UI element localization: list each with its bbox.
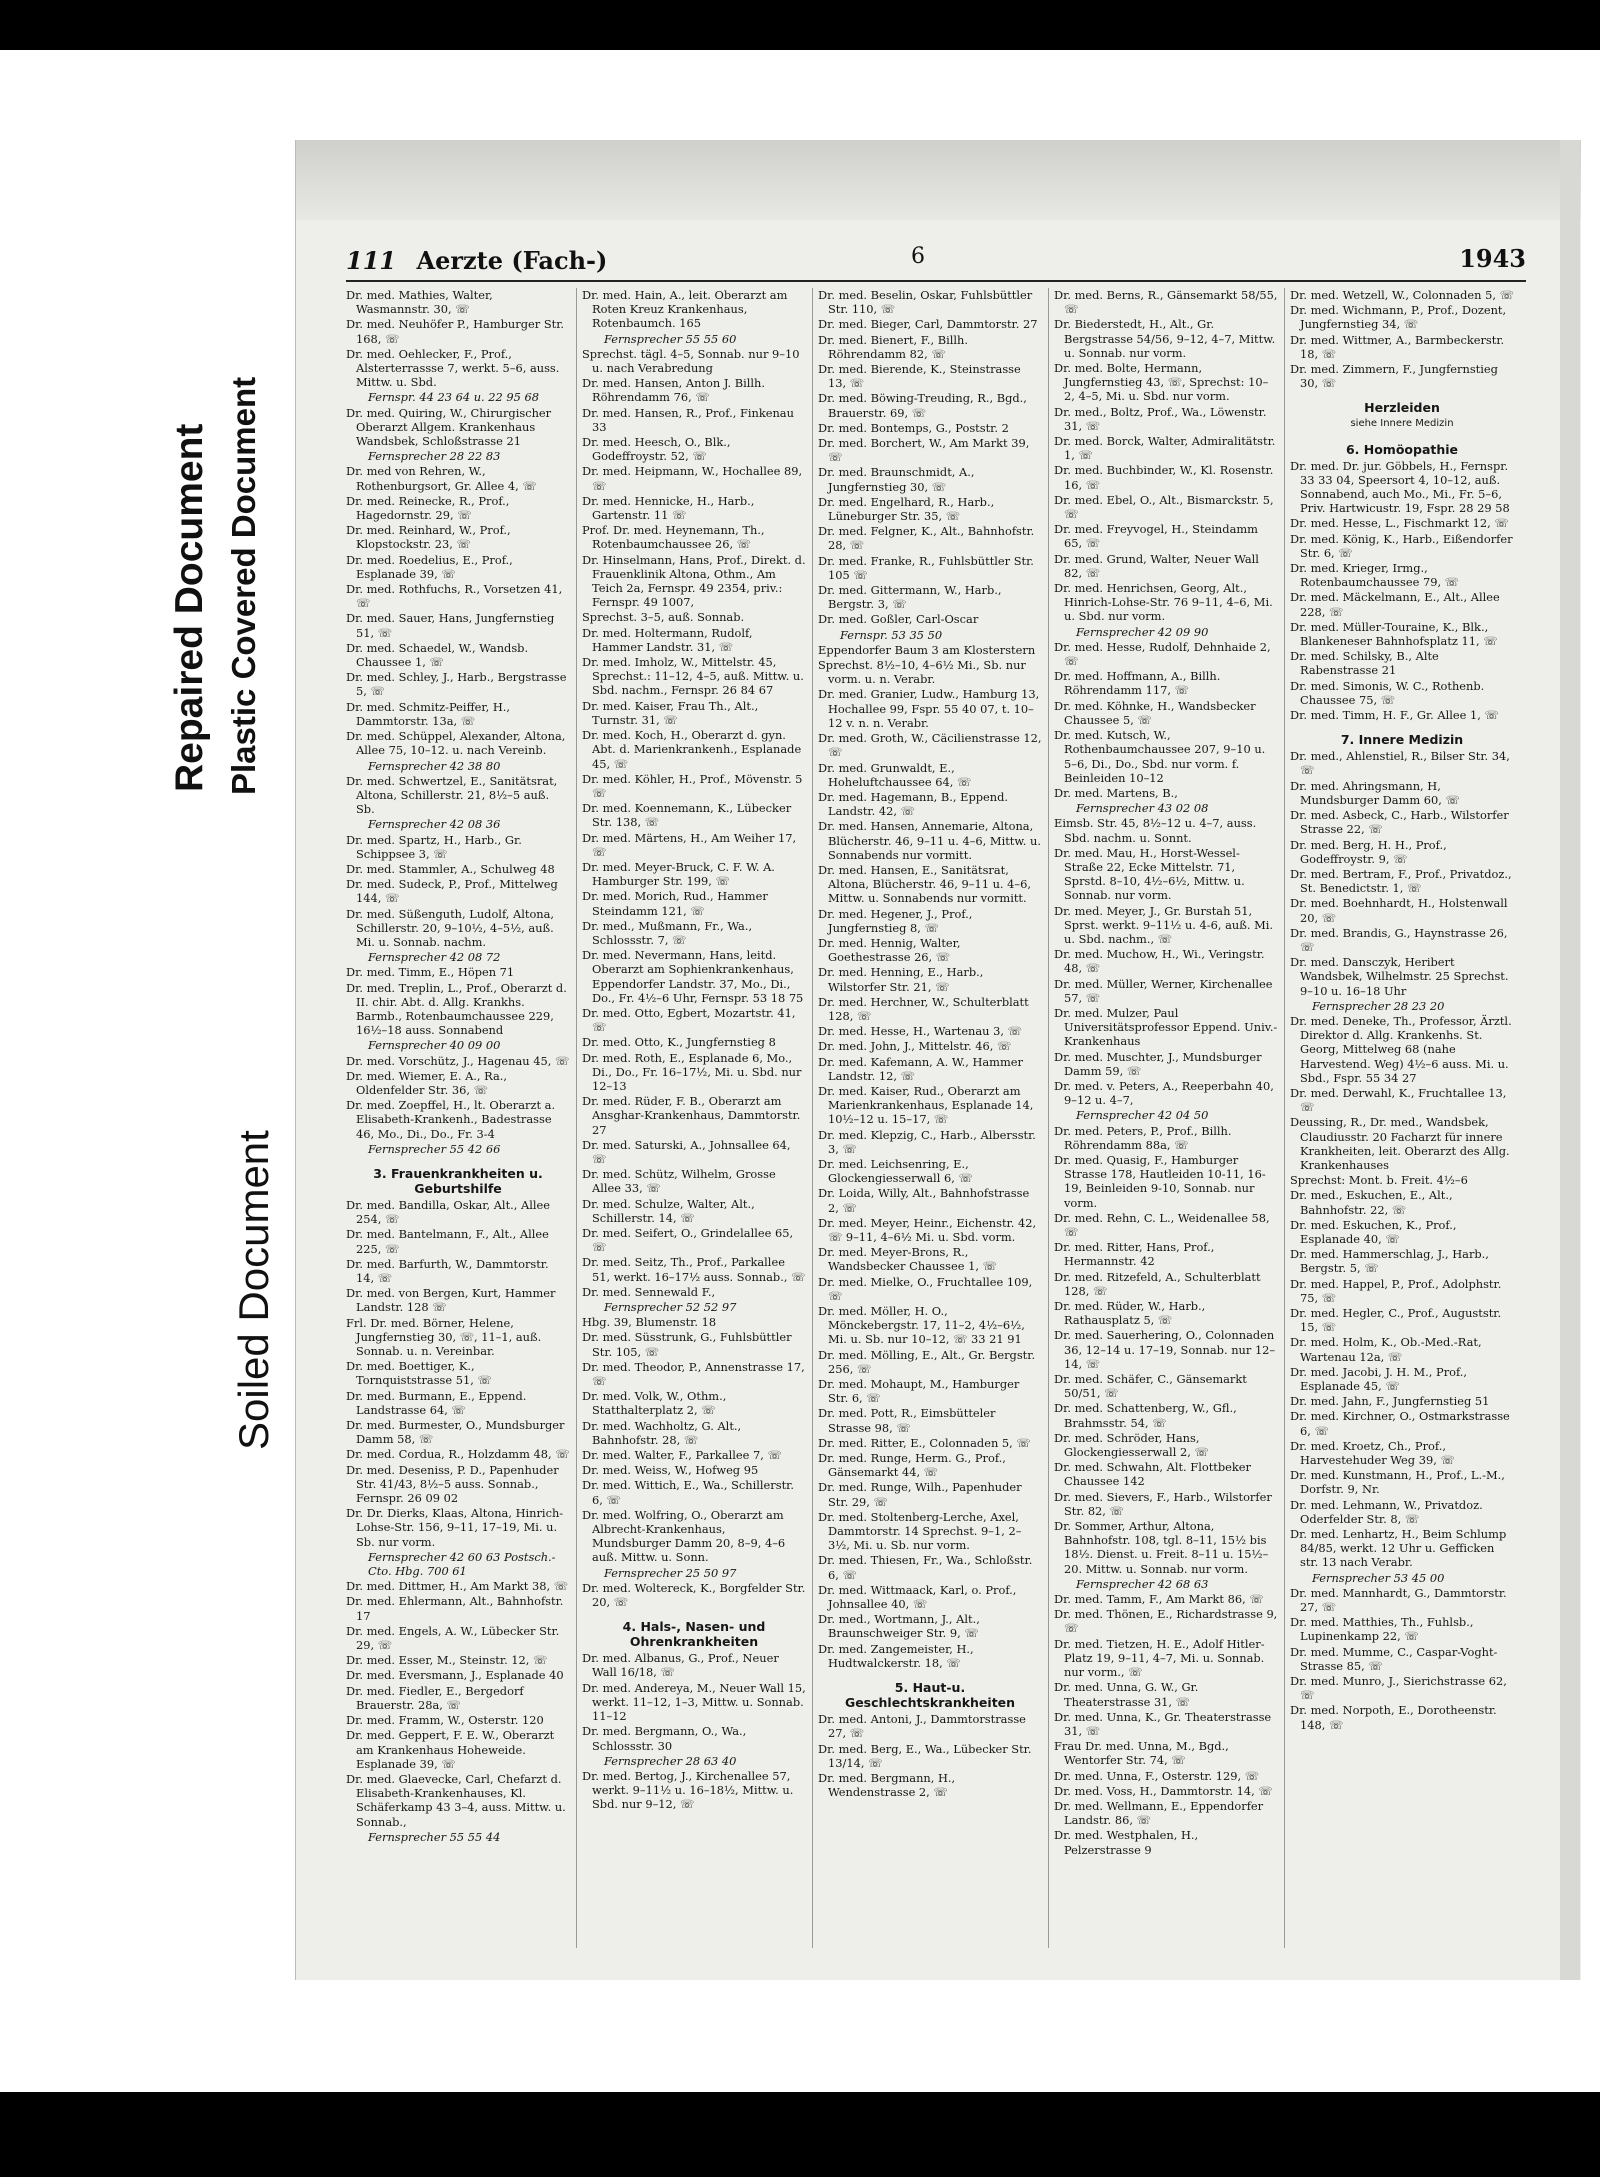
directory-entry: Dr. med. Groth, W., Cäcilienstrasse 12, ☏: [818, 731, 1042, 760]
directory-entry: Dr. med. Wetzell, W., Colonnaden 5, ☏: [1290, 288, 1514, 302]
directory-entry: Dr. med. Theodor, P., Annenstrasse 17, ☏: [582, 1359, 805, 1389]
directory-entry: Dr. med. Barfurth, W., Dammtorstr. 14, ☏: [346, 1256, 549, 1285]
directory-entry: Dr. med. Saturski, A., Johnsallee 64, ☏: [582, 1137, 791, 1166]
directory-entry: Dr. med. König, K., Harb., Eißendorfer Str. 6, ☏: [1290, 531, 1513, 560]
directory-entry: Dr. med. Ahringsmann, H, Mundsburger Damm 60, ☏: [1290, 778, 1460, 807]
section-heading: 3. Frauenkrankheiten u. Geburtshilfe: [373, 1165, 543, 1196]
section-note: siehe Innere Medizin: [1350, 418, 1454, 430]
directory-entry: Dr. med. Mannhardt, G., Dammtorstr. 27, ☏: [1290, 1585, 1507, 1615]
directory-entry: Dr. Dr. Dierks, Klaas, Altona, Hinrich-Lohse-Str. 156, 9–11, 17–19, Mi. u. Sb. nur vorm.: [346, 1506, 564, 1549]
directory-entry: Dr. med. Schattenberg, W., Gfl., Brahmsstr. 54, ☏: [1054, 1401, 1237, 1430]
directory-entry: Dr. med. Unna, G. W., Gr. Theaterstrasse 31, ☏: [1054, 1680, 1199, 1709]
phone-line: Fernsprecher 43 02 08: [1076, 801, 1209, 816]
header-left: [346, 246, 607, 275]
directory-entry: Dr. med. Grunwaldt, E., Hoheluftchaussee 64, ☏: [818, 760, 972, 789]
directory-entry: Sprechst: Mont. b. Freit. 4½–6: [1290, 1173, 1468, 1188]
directory-entry: Dr. med. Meyer-Brons, R., Wandsbecker Chaussee 1, ☏: [818, 1245, 997, 1274]
directory-entry: Dr. med. Rüder, F. B., Oberarzt am Ansghar-Krankenhaus, Dammtorstr. 27: [582, 1094, 801, 1137]
phone-line: Fernsprecher 55 55 60: [604, 331, 737, 346]
directory-columns: [346, 288, 1526, 1948]
directory-entry: Dr. med. Lenhartz, H., Beim Schlump 84/85, werkt. 12 Uhr u. Gefficken str. 13 nach Verabr.: [1290, 1527, 1507, 1570]
directory-entry: Dr. med. Andereya, M., Neuer Wall 15, werkt. 11–12, 1–3, Mittw. u. Sonnab. 11–12: [582, 1680, 806, 1724]
directory-entry: Dr. med. Berns, R., Gänsemarkt 58/55, ☏: [1054, 288, 1278, 317]
directory-entry: Dr. med. Geppert, F. E. W., Oberarzt am Krankenhaus Hoheweide. Esplanade 39, ☏: [346, 1728, 555, 1771]
directory-entry: Dr. med. Roedelius, E., Prof., Esplanade 39, ☏: [346, 552, 513, 581]
directory-entry: Dr. med. Ehlermann, Alt., Bahnhofstr. 17: [346, 1594, 564, 1623]
directory-entry: Dr. med. Esser, M., Steinstr. 12, ☏: [346, 1653, 548, 1668]
directory-entry: Dr. med. Imholz, W., Mittelstr. 45, Sprechst.: 11–12, 4–5, auß. Mittw. u. Sbd. nachm., Fernspr. 26 84 67: [582, 655, 804, 698]
directory-entry: Dr. med. Framm, W., Osterstr. 120: [346, 1713, 544, 1728]
directory-entry: Dr. med. Cordua, R., Holzdamm 48, ☏: [346, 1447, 570, 1462]
phone-line: Fernsprecher 28 23 20: [1312, 998, 1445, 1013]
directory-entry: Dr. med. Köhnke, H., Wandsbecker Chaussee 5, ☏: [1054, 698, 1256, 727]
directory-entry: Dr. med. Süßenguth, Ludolf, Altona, Schillerstr. 20, 9–10½, 4–5½, auß. Mi. u. Sonnab. nachm.: [346, 906, 555, 949]
plastic-covered-label: Plastic Covered Document: [225, 376, 262, 795]
directory-entry: Dr. med. Bergmann, H., Wendenstrasse 2, ☏: [818, 1770, 956, 1800]
directory-entry: Dr. med. Müller-Touraine, K., Blk., Blankeneser Bahnhofsplatz 11, ☏: [1290, 619, 1498, 649]
directory-entry: Dr. med. Weiss, W., Hofweg 95: [582, 1463, 759, 1478]
directory-entry: Dr. med. Stammler, A., Schulweg 48: [346, 861, 555, 876]
directory-entry: Dr. med. Peters, P., Prof., Billh. Röhrendamm 88a, ☏: [1054, 1123, 1232, 1152]
header-year: 1943: [1459, 244, 1526, 273]
directory-entry: Dr. med. Hansen, Annemarie, Altona, Blücherstr. 46, 9–11 u. 4–6, Mittw. u. Sonnabends nur vormitt.: [818, 819, 1041, 862]
directory-entry: Dr. med. Sudeck, P., Prof., Mittelweg 144, ☏: [346, 877, 558, 906]
directory-entry: Dr. med. Bienert, F., Billh. Röhrendamm 82, ☏: [818, 332, 968, 361]
directory-entry: Frau Dr. med. Unna, M., Bgd., Wentorfer Str. 74, ☏: [1054, 1739, 1229, 1768]
directory-entry: Dr. med. Müller, Werner, Kirchenallee 57, ☏: [1054, 976, 1273, 1005]
directory-entry: Dr. med. Thönen, E., Richardstrasse 9, ☏: [1054, 1607, 1278, 1636]
directory-entry: Dr. med. Ritter, Hans, Prof., Hermannstr. 42: [1054, 1240, 1215, 1269]
directory-entry: Dr. med. Hansen, Anton J. Billh. Röhrendamm 76, ☏: [582, 376, 765, 405]
directory-entry: Dr. med. Schaedel, W., Wandsb. Chaussee 1, ☏: [346, 640, 529, 670]
directory-entry: Dr. med. Leichsenring, E., Glockengiesserwall 6, ☏: [818, 1156, 973, 1186]
directory-entry: Dr. med. Schüppel, Alexander, Altona, Allee 75, 10–12. u. nach Vereinb.: [346, 729, 566, 758]
directory-entry: Dr. med. Bierende, K., Steinstrasse 13, ☏: [818, 362, 1021, 391]
directory-entry: Dr. med. Schley, J., Harb., Bergstrasse 5, ☏: [346, 670, 567, 699]
phone-line: Fernsprecher 28 63 40: [604, 1753, 737, 1768]
directory-entry: Dr. med. Asbeck, C., Harb., Wilstorfer Strasse 22, ☏: [1290, 808, 1509, 837]
directory-entry: Prof. Dr. med. Heynemann, Th., Rotenbaumchaussee 26, ☏: [582, 523, 765, 552]
directory-entry: Dr. med. Sauer, Hans, Jungfernstieg 51, ☏: [346, 611, 555, 640]
directory-entry: Dr. med. Koennemann, K., Lübecker Str. 138, ☏: [582, 801, 792, 830]
phone-line: Fernsprecher 25 50 97: [604, 1565, 737, 1580]
directory-entry: Dr. med. Antoni, J., Dammtorstrasse 27, ☏: [818, 1712, 1026, 1741]
directory-entry: Dr. med. Runge, Wilh., Papenhuder Str. 29, ☏: [818, 1480, 1022, 1509]
phone-line: Fernsprecher 53 45 00: [1312, 1570, 1445, 1585]
directory-entry: Dr. med. Meyer-Bruck, C. F. W. A. Hamburger Str. 199, ☏: [582, 859, 775, 889]
directory-entry: Dr. med. Hesse, H., Wartenau 3, ☏: [818, 1024, 1022, 1039]
directory-entry: Dr. med. Eversmann, J., Esplanade 40: [346, 1668, 564, 1683]
directory-entry: Dr. med. Bergmann, O., Wa., Schlossstr. 30: [582, 1724, 747, 1753]
directory-entry: Dr. med. Wittich, E., Wa., Schillerstr. 6, ☏: [582, 1478, 794, 1507]
directory-entry: Dr. med. Süsstrunk, G., Fuhlsbüttler Str. 105, ☏: [582, 1330, 792, 1359]
directory-entry: Dr. med. Kunstmann, H., Prof., L.-M., Dorfstr. 9, Nr.: [1290, 1468, 1505, 1497]
header-center-number: 6: [911, 244, 925, 269]
directory-entry: Dr. med von Rehren, W., Rothenburgsort, Gr. Allee 4, ☏: [346, 464, 537, 493]
directory-entry: Dr. med. Hansen, E., Sanitätsrat, Altona, Blücherstr. 46, 9–11 u. 4–6, Mittw. u. Sonnabends nur vormitt.: [818, 862, 1031, 906]
directory-entry: Dr. med. Burmester, O., Mundsburger Damm 58, ☏: [346, 1418, 565, 1447]
directory-entry: Dr. med. Happel, P., Prof., Adolphstr. 75, ☏: [1290, 1276, 1502, 1305]
directory-entry: Dr. med. Mau, H., Horst-Wessel-Straße 22, Ecke Mittelstr. 71, Sprstd. 8–10, 4½–6½, Mittw. u. Sonnab. nur vorm.: [1054, 845, 1245, 903]
directory-entry: Dr. med. Krieger, Irmg., Rotenbaumchaussee 79, ☏: [1290, 561, 1459, 590]
directory-entry: Dr. med. Franke, R., Fuhlsbüttler Str. 105 ☏: [818, 553, 1034, 582]
directory-entry: Dr. med. Rehn, C. L., Weidenallee 58, ☏: [1054, 1210, 1270, 1239]
directory-entry: Dr. med. Brandis, G., Haynstrasse 26, ☏: [1290, 925, 1508, 954]
directory-entry: Dr. med. Munro, J., Sierichstrasse 62, ☏: [1290, 1674, 1507, 1703]
directory-entry: Dr. med. Glaevecke, Carl, Chefarzt d. Elisabeth-Krankenhauses, Kl. Schäferkamp 43 3–4, auss. Mittw. u. Sonnab.,: [346, 1771, 566, 1829]
directory-entry: Dr. med. Rüder, W., Harb., Rathausplatz 5, ☏: [1054, 1299, 1206, 1328]
directory-entry: Dr. med. Reinecke, R., Prof., Hagedornstr. 29, ☏: [346, 493, 510, 523]
directory-entry: Dr. med. Treplin, L., Prof., Oberarzt d. II. chir. Abt. d. Allg. Krankhs. Barmb., Rotenbaumchaussee 229, 16½–18 auss. Sonnabend: [346, 980, 567, 1038]
directory-entry: Sprechst. 8½–10, 4–6½ Mi., Sb. nur vorm. u. n. Verabr.: [818, 658, 1026, 687]
scan-border-bottom: [0, 2092, 1600, 2177]
directory-entry: Dr. med. Kirchner, O., Ostmarkstrasse 6, ☏: [1290, 1409, 1510, 1438]
phone-line: Fernsprecher 42 60 63 Postsch.-Cto. Hbg. 700 61: [368, 1549, 556, 1579]
directory-entry: Dr. med. Hoffmann, A., Billh. Röhrendamm 117, ☏: [1054, 669, 1221, 698]
phone-line: Fernsprecher 42 09 90: [1076, 624, 1209, 639]
section-heading: 7. Innere Medizin: [1340, 732, 1464, 748]
directory-entry: Dr. med. Schwahn, Alt. Flottbeker Chaussee 142: [1054, 1460, 1251, 1489]
directory-entry: Hbg. 39, Blumenstr. 18: [582, 1315, 717, 1330]
directory-entry: Dr. med. Ebel, O., Alt., Bismarckstr. 5, ☏: [1054, 492, 1274, 522]
page-title: Aerzte (Fach-): [416, 246, 608, 275]
directory-entry: Dr. med. Zangemeister, H., Hudtwalckerstr. 18, ☏: [818, 1641, 974, 1670]
directory-entry: Dr. med. Otto, Egbert, Mozartstr. 41, ☏: [582, 1005, 796, 1035]
phone-line: Fernsprecher 42 38 80: [368, 758, 501, 773]
directory-entry: Dr. med. Hain, A., leit. Oberarzt am Roten Kreuz Krankenhaus, Rotenbaumch. 165: [582, 288, 788, 331]
directory-entry: Dr. med. Spartz, H., Harb., Gr. Schippsee 3, ☏: [346, 832, 522, 861]
directory-entry: Dr. med. Schwertzel, E., Sanitätsrat, Altona, Schillerstr. 21, 8½–5 auß. Sb.: [346, 773, 558, 817]
column-1: [346, 288, 577, 1948]
directory-entry: Dr. med. Bertog, J., Kirchenallee 57, werkt. 9–11½ u. 16–18½, Mittw. u. Sbd. nur 9–12, ☏: [582, 1768, 794, 1812]
directory-entry: Dr. med. Meyer, Heinr., Eichenstr. 42, ☏ 9–11, 4–6½ Mi. u. Sbd. vorm.: [818, 1215, 1037, 1244]
phone-line: Fernspr. 44 23 64 u. 22 95 68: [368, 390, 540, 405]
directory-entry: Dr. med. Wiemer, E. A., Ra., Oldenfelder Str. 36, ☏: [346, 1068, 508, 1097]
phone-line: Fernsprecher 42 08 36: [368, 817, 501, 832]
directory-entry: Dr. med. Hansen, R., Prof., Finkenau 33: [582, 405, 794, 434]
directory-entry: Dr. med. Boehnhardt, H., Holstenwall 20, ☏: [1290, 896, 1508, 925]
directory-entry: Dr. med. Sievers, F., Harb., Wilstorfer Str. 82, ☏: [1054, 1489, 1272, 1518]
directory-entry: Dr. med. Hegener, J., Prof., Jungfernstieg 8, ☏: [818, 906, 973, 935]
directory-entry: Dr. med. Volk, W., Othm., Statthalterplatz 2, ☏: [582, 1389, 727, 1418]
page-worn-edge: [296, 140, 1581, 220]
directory-entry: Dr. med. Vorschütz, J., Hagenau 45, ☏: [346, 1053, 570, 1068]
directory-entry: Dr. med. Herchner, W., Schulterblatt 128, ☏: [818, 994, 1029, 1023]
directory-entry: Dr. med. Deseniss, P. D., Papenhuder Str. 41/43, 8½–5 auss. Sonnab., Fernspr. 26 09 02: [346, 1462, 559, 1506]
directory-entry: Dr. med. Zoepffel, H., lt. Oberarzt a. Elisabeth-Krankenh., Badestrasse 46, Mo., Di., Do., Fr. 3-4: [346, 1098, 556, 1141]
directory-entry: Dr. med. Wittmaack, Karl, o. Prof., Johnsallee 40, ☏: [818, 1582, 1017, 1612]
directory-entry: Dr. med. Kafemann, A. W., Hammer Landstr. 12, ☏: [818, 1054, 1023, 1083]
directory-entry: Dr. med. Mumme, C., Caspar-Voght-Strasse 85, ☏: [1290, 1644, 1498, 1673]
directory-entry: Dr. med. Henrichsen, Georg, Alt., Hinrich-Lohse-Str. 76 9–11, 4–6, Mi. u. Sbd. nur vorm.: [1054, 581, 1273, 624]
directory-entry: Dr. med., Boltz, Prof., Wa., Löwenstr. 31, ☏: [1054, 404, 1267, 433]
directory-entry: Dr. med. Burmann, E., Eppend. Landstrasse 64, ☏: [346, 1388, 527, 1417]
directory-entry: Dr. med. Hesse, L., Fischmarkt 12, ☏: [1290, 516, 1509, 531]
directory-entry: Dr. med. Beselin, Oskar, Fuhlsbüttler Str. 110, ☏: [818, 288, 1033, 317]
directory-entry: Dr. med. Berg, E., Wa., Lübecker Str. 13/14, ☏: [818, 1741, 1032, 1770]
directory-entry: Dr. med. Mathies, Walter, Wasmannstr. 30, ☏: [346, 288, 493, 317]
directory-entry: Dr. Sommer, Arthur, Altona, Bahnhofstr. 108, tgl. 8–11, 15½ bis 18½. Dienst. u. Freit. 8–11 u. 15½–20. Mittw. u. Sonnab. nur vorm.: [1054, 1519, 1269, 1576]
directory-entry: Dr. med. Wolfring, O., Oberarzt am Albrecht-Krankenhaus, Mundsburger Damm 20, 8–9, 4–6 auß. Mittw. u. Sonn.: [582, 1507, 786, 1565]
directory-entry: Dr. med. Bandilla, Oskar, Alt., Allee 254, ☏: [346, 1197, 551, 1227]
directory-entry: Dr. med. v. Peters, A., Reeperbahn 40, 9–12 u. 4–7,: [1054, 1078, 1274, 1108]
directory-entry: Dr. med. Ritter, E., Colonnaden 5, ☏: [818, 1435, 1031, 1450]
directory-entry: Eimsb. Str. 45, 8½–12 u. 4–7, auss. Sbd. nachm. u. Sonnt.: [1054, 816, 1257, 845]
directory-entry: Dr. med. Hegler, C., Prof., Auguststr. 15, ☏: [1290, 1306, 1502, 1335]
section-heading: 6. Homöopathie: [1345, 441, 1459, 457]
directory-entry: Dr. med. Kaiser, Frau Th., Alt., Turnstr. 31, ☏: [582, 698, 759, 727]
directory-entry: Dr. med. Holtermann, Rudolf, Hammer Landstr. 31, ☏: [582, 625, 753, 654]
directory-entry: Dr. med. Braunschmidt, A., Jungfernstieg 30, ☏: [818, 465, 975, 494]
directory-entry: Dr. med. Mielke, O., Fruchtallee 109, ☏: [818, 1274, 1033, 1303]
directory-entry: Dr. med. Unna, F., Osterstr. 129, ☏: [1054, 1768, 1259, 1783]
directory-entry: Dr. med., Ahlenstiel, R., Bilser Str. 34, ☏: [1290, 749, 1510, 778]
directory-entry: Dr. med. Morich, Rud., Hammer Steindamm 121, ☏: [582, 889, 768, 918]
page-edge-shadow: [1560, 140, 1580, 1980]
directory-entry: Dr. med. John, J., Mittelstr. 46, ☏: [818, 1039, 1012, 1054]
directory-entry: Dr. med. Simonis, W. C., Rothenb. Chaussee 75, ☏: [1290, 678, 1485, 707]
directory-entry: Dr. med. Heipmann, W., Hochallee 89, ☏: [582, 464, 803, 493]
directory-entry: Dr. med. Voss, H., Dammtorstr. 14, ☏: [1054, 1783, 1273, 1798]
directory-entry: Dr. med. Stoltenberg-Lerche, Axel, Dammtorstr. 14 Sprechst. 9–1, 2–3½, Mi. u. Sb. nur vorm.: [818, 1509, 1022, 1553]
directory-entry: Dr. med. Schulze, Walter, Alt., Schillerstr. 14, ☏: [582, 1196, 755, 1225]
directory-entry: Dr. med. Hennig, Walter, Goethestrasse 26, ☏: [818, 935, 961, 965]
directory-entry: Dr. med. Matthies, Th., Fuhlsb., Lupinenkamp 22, ☏: [1290, 1615, 1474, 1644]
directory-entry: Dr. med. Dr. jur. Göbbels, H., Fernspr. 33 33 04, Speersort 4, 10–12, auß. Sonnabend, auch Mo., Mi., Fr. 5–6, Priv. Hartwicustr. 19, Fspr. 28 29 58: [1290, 458, 1510, 516]
phone-line: Fernsprecher 55 42 66: [368, 1141, 501, 1156]
side-labels: [150, 290, 290, 1450]
directory-entry: Dr. med. Sauerhering, O., Colonnaden 36, 12–14 u. 17–19, Sonnab. nur 12–14, ☏: [1054, 1328, 1276, 1371]
directory-entry: Dr. med. Wichmann, P., Prof., Dozent, Jungfernstieg 34, ☏: [1290, 303, 1507, 332]
repaired-document-label: Repaired Document: [168, 423, 211, 792]
section-heading: 4. Hals-, Nasen- und Ohrenkrankheiten: [622, 1619, 766, 1650]
directory-entry: Frl. Dr. med. Börner, Helene, Jungfernstieg 30, ☏, 11–1, auß. Sonnab. u. n. Vereinbar.: [346, 1315, 542, 1359]
directory-entry: Dr. med. Meyer, J., Gr. Burstah 51, Sprst. werkt. 9–11½ u. 4-6, auß. Mi. u. Sbd. nachm., ☏: [1054, 903, 1274, 946]
page-number: 111: [346, 246, 397, 275]
phone-line: Fernsprecher 42 04 50: [1076, 1108, 1209, 1123]
directory-entry: Dr. Hinselmann, Hans, Prof., Direkt. d. Frauenklinik Altona, Othm., Am Teich 2a, Fernspr. 49 2354, priv.: Fernspr. 49 1007,: [582, 552, 806, 610]
directory-entry: Sprechst. tägl. 4–5, Sonnab. nur 9–10 u. nach Verabredung: [582, 346, 800, 376]
directory-entry: Dr. med. Hesse, Rudolf, Dehnhaide 2, ☏: [1054, 639, 1271, 669]
directory-entry: Dr. med. Borck, Walter, Admiralitätstr. 1, ☏: [1054, 434, 1276, 463]
directory-entry: Dr. med. Seitz, Th., Prof., Parkallee 51, werkt. 16–17½ auss. Sonnab., ☏: [582, 1255, 806, 1284]
directory-entry: Dr. med. Köhler, H., Prof., Mövenstr. 5 ☏: [582, 771, 803, 800]
directory-entry: Dr. med. Sennewald F.,: [582, 1284, 716, 1299]
directory-entry: Dr. med. Bolte, Hermann, Jungfernstieg 43, ☏, Sprechst: 10–2, 4–5, Mi. u. Sbd. nur vorm.: [1054, 361, 1269, 404]
directory-entry: Dr. med. Gittermann, W., Harb., Bergstr. 3, ☏: [818, 583, 1002, 612]
directory-entry: Dr. med. Pott, R., Eimsbütteler Strasse 98, ☏: [818, 1406, 996, 1435]
directory-entry: Dr. med. Mulzer, Paul Universitätsprofessor Eppend. Univ.-Krankenhaus: [1054, 1005, 1278, 1049]
directory-entry: Dr. med. Tietzen, H. E., Adolf Hitler-Platz 19, 9–11, 4–7, Mi. u. Sonnab. nur vorm., ☏: [1054, 1636, 1265, 1680]
directory-entry: Dr. med. von Bergen, Kurt, Hammer Landstr. 128 ☏: [346, 1286, 556, 1315]
directory-entry: Dr. med., Wortmann, J., Alt., Braunschweiger Str. 9, ☏: [818, 1612, 980, 1641]
phone-line: Fernspr. 53 35 50: [840, 627, 943, 642]
directory-entry: Dr. med. Wachholtz, G. Alt., Bahnhofstr. 28, ☏: [582, 1418, 742, 1447]
phone-line: Fernsprecher 40 09 00: [368, 1038, 501, 1053]
directory-entry: Dr. med. Lehmann, W., Privatdoz. Oderfelder Str. 8, ☏: [1290, 1497, 1483, 1526]
directory-entry: Dr. med. Schmitz-Peiffer, H., Dammtorstr. 13a, ☏: [346, 699, 511, 728]
directory-entry: Dr. med. Bieger, Carl, Dammtorstr. 27: [818, 317, 1038, 332]
directory-entry: Dr. med. Neuhöfer P., Hamburger Str. 168, ☏: [346, 317, 565, 346]
directory-entry: Dr. med. Eskuchen, K., Prof., Esplanade 40, ☏: [1290, 1217, 1457, 1246]
directory-entry: Dr. med. Klepzig, C., Harb., Albersstr. 3, ☏: [818, 1127, 1036, 1156]
directory-entry: Dr. med. Hagemann, B., Eppend. Landstr. 42, ☏: [818, 789, 1009, 819]
phone-line: Fernsprecher 55 55 44: [368, 1829, 501, 1844]
section-heading: Herzleiden: [1364, 400, 1440, 416]
directory-entry: Dr. med. Bertram, F., Prof., Privatdoz., St. Benedictstr. 1, ☏: [1290, 866, 1512, 896]
directory-entry: Dr. med. Berg, H. H., Prof., Godeffroystr. 9, ☏: [1290, 837, 1447, 866]
directory-entry: Dr. med. Deneke, Th., Professor, Ärztl. Direktor d. Allg. Krankenhs. St. Georg, Mittelweg 68 (nahe Harvestend. Weg) 4½–6 auss. Mi. u. Sbd., Fspr. 55 34 27: [1290, 1013, 1512, 1085]
directory-entry: Dr. med. Muchow, H., Wi., Veringstr. 48, ☏: [1054, 947, 1265, 976]
directory-entry: Dr. med. Kaiser, Rud., Oberarzt am Marienkrankenhaus, Esplanade 14, 10½–12 u. 15–17, ☏: [818, 1083, 1034, 1127]
column-3: [818, 288, 1049, 1948]
directory-entry: Dr. med. Fiedler, E., Bergedorf Brauerstr. 28a, ☏: [346, 1683, 524, 1712]
page-header: [346, 240, 1526, 282]
directory-entry: Dr. med. Schütz, Wilhelm, Grosse Allee 33, ☏: [582, 1167, 776, 1196]
soiled-document-label: Soiled Document: [230, 1130, 277, 1450]
phone-line: Fernsprecher 42 68 63: [1076, 1576, 1209, 1591]
column-5: [1290, 288, 1520, 1948]
directory-entry: Dr. med. Grund, Walter, Neuer Wall 82, ☏: [1054, 551, 1259, 580]
directory-entry: Deussing, R., Dr. med., Wandsbek, Claudiusstr. 20 Facharzt für innere Krankheiten, leit. Oberarzt des Allg. Krankenhauses: [1290, 1115, 1510, 1172]
directory-entry: Dr. med. Schilsky, B., Alte Rabenstrasse 21: [1290, 649, 1439, 678]
directory-entry: Dr. med. Schröder, Hans, Glockengiesserwall 2, ☏: [1054, 1430, 1209, 1460]
directory-entry: Dr. med. Zimmern, F., Jungfernstieg 30, ☏: [1290, 362, 1498, 391]
directory-entry: Dr. med. Thiesen, Fr., Wa., Schloßstr. 6, ☏: [818, 1553, 1033, 1582]
directory-entry: Dr. med. Mäckelmann, E., Alt., Allee 228, ☏: [1290, 590, 1500, 619]
directory-entry: Dr. med. Tamm, F., Am Markt 86, ☏: [1054, 1592, 1264, 1607]
directory-entry: Dr. med. Möller, H. O., Mönckebergstr. 17, 11–2, 4½–6½, Mi. u. Sb. nur 10–12, ☏ 33 21 91: [818, 1304, 1025, 1347]
directory-entry: Dr. med. Märtens, H., Am Weiher 17, ☏: [582, 830, 797, 859]
directory-entry: Dr. med. Granier, Ludw., Hamburg 13, Hochallee 99, Fspr. 55 40 07, t. 10–12 v. n. n. Verabr.: [818, 687, 1040, 730]
directory-entry: Dr. med. Goßler, Carl-Oscar: [818, 612, 979, 627]
directory-entry: Dr. med. Jacobi, J. H. M., Prof., Esplanade 45, ☏: [1290, 1364, 1468, 1394]
directory-entry: Dr. med. Holm, K., Ob.-Med.-Rat, Wartenau 12a, ☏: [1290, 1335, 1482, 1364]
directory-entry: Dr. med. Unna, K., Gr. Theaterstrasse 31, ☏: [1054, 1709, 1272, 1738]
scan-border-top: [0, 0, 1600, 50]
directory-entry: Dr. med. Muschter, J., Mundsburger Damm 59, ☏: [1054, 1049, 1262, 1078]
directory-entry: Dr. med. Felgner, K., Alt., Bahnhofstr. 28, ☏: [818, 524, 1035, 553]
directory-entry: Dr. med. Hennicke, H., Harb., Gartenstr. 11 ☏: [582, 493, 755, 523]
directory-entry: Dr. med. Hammerschlag, J., Harb., Bergstr. 5, ☏: [1290, 1247, 1489, 1276]
directory-entry: Dr. med. Bantelmann, F., Alt., Allee 225, ☏: [346, 1227, 549, 1256]
directory-entry: Dr. med. Kroetz, Ch., Prof., Harvestehuder Weg 39, ☏: [1290, 1438, 1455, 1468]
directory-entry: Dr. med. Westphalen, H., Pelzerstrasse 9: [1054, 1828, 1199, 1857]
directory-entry: Dr. med. Buchbinder, W., Kl. Rosenstr. 16, ☏: [1054, 463, 1274, 492]
column-2: [582, 288, 813, 1948]
directory-entry: Dr. med. Roth, E., Esplanade 6, Mo., Di., Do., Fr. 16–17½, Mi. u. Sbd. nur 12–13: [582, 1050, 802, 1093]
directory-entry: Dr. med. Albanus, G., Prof., Neuer Wall 16/18, ☏: [582, 1651, 779, 1680]
directory-entry: Dr. med. Engels, A. W., Lübecker Str. 29, ☏: [346, 1623, 560, 1653]
phone-line: Fernsprecher 42 08 72: [368, 950, 501, 965]
directory-entry: Dr. med. Mohaupt, M., Hamburger Str. 6, ☏: [818, 1377, 1020, 1406]
directory-entry: Dr. med. Derwahl, K., Fruchtallee 13, ☏: [1290, 1085, 1507, 1115]
directory-entry: Dr. med. Borchert, W., Am Markt 39, ☏: [818, 436, 1030, 465]
directory-entry: Dr. med. Dansczyk, Heribert Wandsbek, Wilhelmstr. 25 Sprechst. 9–10 u. 16–18 Uhr: [1290, 955, 1509, 998]
directory-entry: Dr. med. Freyvogel, H., Steindamm 65, ☏: [1054, 522, 1258, 551]
section-heading: 5. Haut-u. Geschlechtskrankheiten: [844, 1680, 1016, 1711]
directory-entry: Dr. med. Kutsch, W., Rothenbaumchaussee 207, 9–10 u. 5–6, Di., Do., Sbd. nur vorm. f. Beinleiden 10–12: [1054, 728, 1266, 785]
directory-entry: Dr. med. Runge, Herm. G., Prof., Gänsemarkt 44, ☏: [818, 1451, 1006, 1480]
directory-entry: Dr. med. Henning, E., Harb., Wilstorfer Str. 21, ☏: [818, 965, 984, 994]
directory-entry: Dr. med. Rothfuchs, R., Vorsetzen 41, ☏: [346, 582, 563, 611]
directory-entry: Dr. med. Martens, B.,: [1054, 785, 1178, 800]
column-4: [1054, 288, 1285, 1948]
directory-entry: Dr. med. Engelhard, R., Harb., Lüneburger Str. 35, ☏: [818, 494, 995, 524]
directory-entry: Dr. med. Norpoth, E., Dorotheenstr. 148, ☏: [1290, 1703, 1497, 1732]
directory-entry: Dr. med. Timm, H. F., Gr. Allee 1, ☏: [1290, 708, 1499, 723]
directory-entry: Dr. med. Quiring, W., Chirurgischer Oberarzt Allgem. Krankenhaus Wandsbek, Schloßstrasse 21: [346, 405, 552, 449]
directory-entry: Eppendorfer Baum 3 am Klosterstern: [818, 642, 1036, 657]
directory-entry: Dr. med. Mölling, E., Alt., Gr. Bergstr. 256, ☏: [818, 1347, 1036, 1376]
directory-entry: Dr. med., Eskuchen, E., Alt., Bahnhofstr. 22, ☏: [1290, 1188, 1453, 1217]
directory-page: [295, 140, 1581, 1980]
directory-entry: Dr. med. Böwing-Treuding, R., Bgd., Brauerstr. 69, ☏: [818, 391, 1027, 420]
directory-entry: Dr. Biederstedt, H., Alt., Gr. Bergstrasse 54/56, 9–12, 4–7, Mittw. u. Sonnab. nur vorm.: [1054, 317, 1276, 360]
directory-entry: Dr. med. Ritzefeld, A., Schulterblatt 128, ☏: [1054, 1269, 1261, 1298]
directory-entry: Dr. med. Heesch, O., Blk., Godeffroystr. 52, ☏: [582, 435, 731, 464]
directory-entry: Dr. med. Dittmer, H., Am Markt 38, ☏: [346, 1579, 568, 1594]
directory-entry: Dr. med. Seifert, O., Grindelallee 65, ☏: [582, 1226, 794, 1255]
directory-entry: Dr. Loida, Willy, Alt., Bahnhofstrasse 2, ☏: [818, 1186, 1030, 1215]
phone-line: Fernsprecher 28 22 83: [368, 449, 501, 464]
directory-entry: Dr. med. Nevermann, Hans, leitd. Oberarzt am Sophienkrankenhaus, Eppendorfer Landstr. 37, Mo., Di., Do., Fr. 4½–6 Uhr, Fernspr. 53 18 75: [582, 948, 804, 1005]
directory-entry: Dr. med. Quasig, F., Hamburger Strasse 178, Hautleiden 10-11, 16-19, Beinleiden 9-10, Sonnab. nur vorm.: [1054, 1152, 1266, 1210]
directory-entry: Dr. med. Timm, E., Höpen 71: [346, 965, 515, 980]
phone-line: Fernsprecher 52 52 97: [604, 1300, 737, 1315]
directory-entry: Sprechst. 3–5, auß. Sonnab.: [582, 610, 745, 625]
directory-entry: Dr. med., Mußmann, Fr., Wa., Schlossstr. 7, ☏: [582, 918, 753, 947]
directory-entry: Dr. med. Boettiger, K., Tornquiststrasse 51, ☏: [346, 1359, 492, 1388]
directory-entry: Dr. med. Jahn, F., Jungfernstieg 51: [1290, 1394, 1490, 1409]
directory-entry: Dr. med. Walter, F., Parkallee 7, ☏: [582, 1448, 782, 1463]
directory-entry: Dr. med. Woltereck, K., Borgfelder Str. 20, ☏: [582, 1580, 806, 1610]
directory-entry: Dr. med. Otto, K., Jungfernstieg 8: [582, 1035, 776, 1050]
directory-entry: Dr. med. Bontemps, G., Poststr. 2: [818, 420, 1009, 435]
directory-entry: Dr. med. Wittmer, A., Barmbeckerstr. 18, ☏: [1290, 332, 1505, 361]
directory-entry: Dr. med. Reinhard, W., Prof., Klopstockstr. 23, ☏: [346, 523, 511, 552]
directory-entry: Dr. med. Koch, H., Oberarzt d. gyn. Abt. d. Marienkrankenh., Esplanade 45, ☏: [582, 728, 802, 771]
directory-entry: Dr. med. Oehlecker, F., Prof., Alsterterrassse 7, werkt. 5–6, auss. Mittw. u. Sbd.: [346, 346, 560, 390]
directory-entry: Dr. med. Schäfer, C., Gänsemarkt 50/51, ☏: [1054, 1372, 1247, 1401]
directory-entry: Dr. med. Wellmann, E., Eppendorfer Landstr. 86, ☏: [1054, 1798, 1264, 1828]
